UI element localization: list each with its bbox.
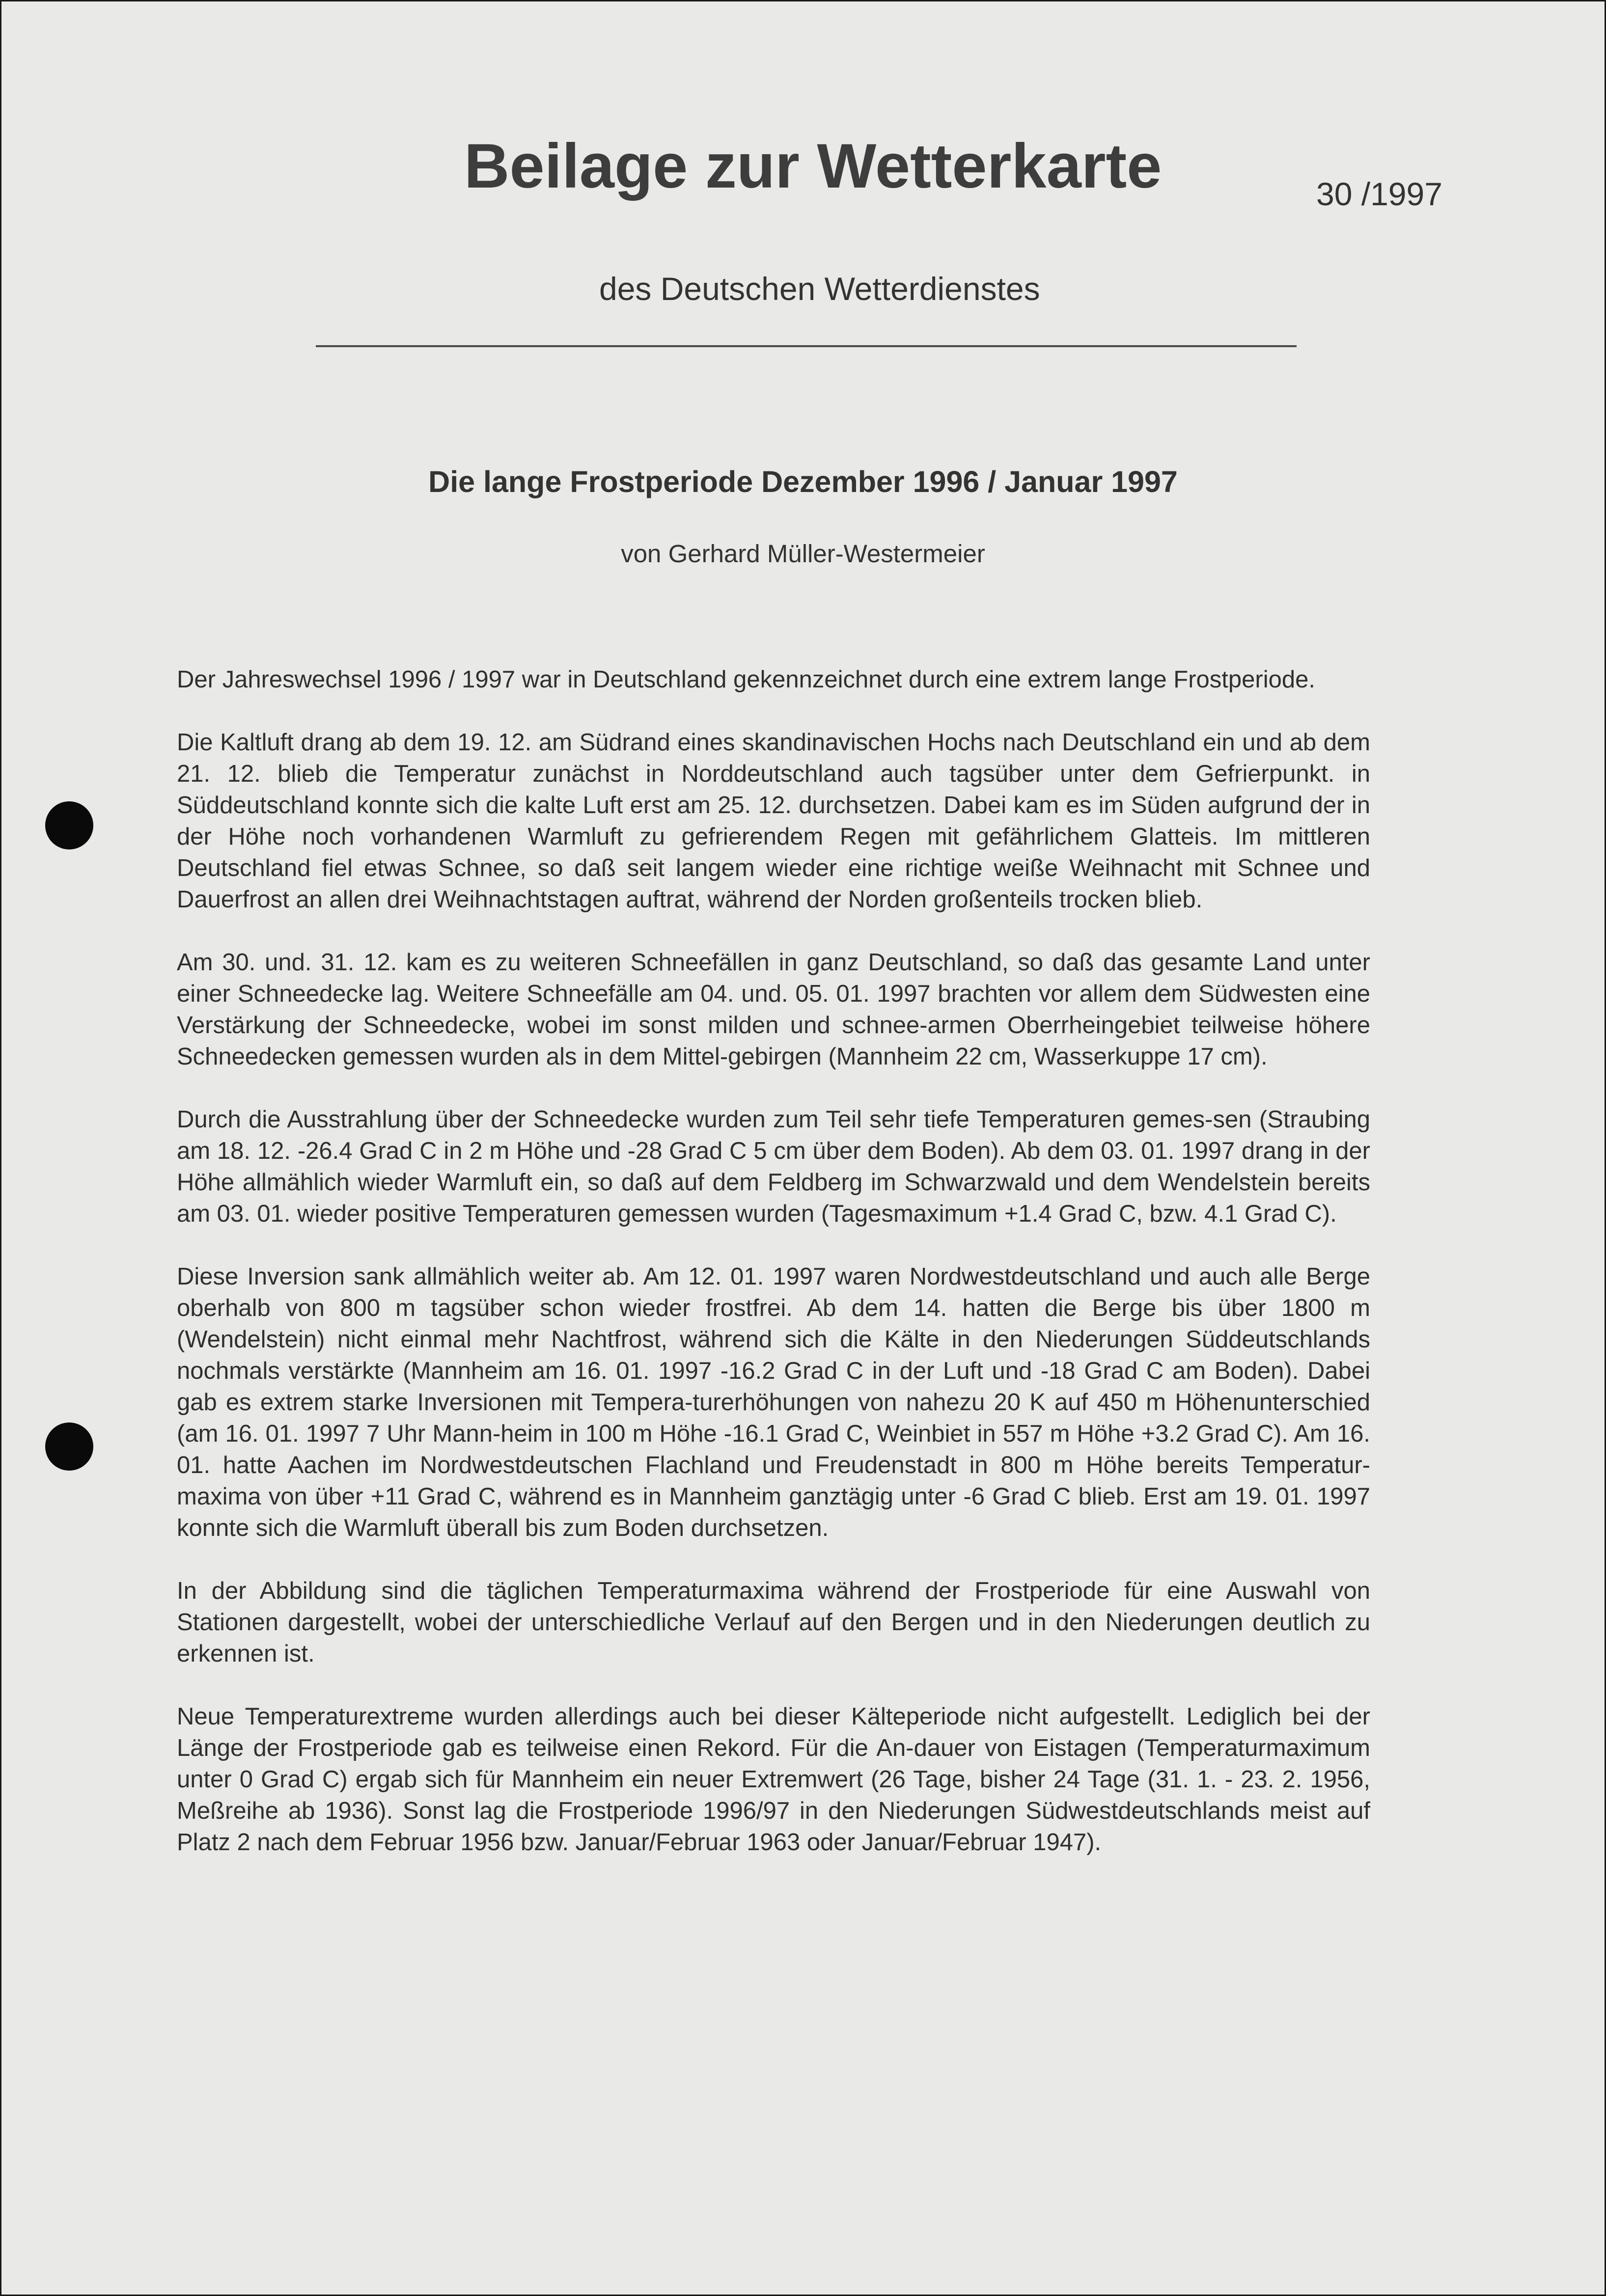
masthead-divider: [316, 345, 1297, 347]
paragraph: Am 30. und. 31. 12. kam es zu weiteren Schneefällen in ganz Deutschland, so daß das gesamte Land unter einer Schneedecke lag. Weitere Schneefälle am 04. und. 05. 01. 1997 brachten vor allem dem Südwesten eine Verstärkung der Schneedecke, wobei im sonst milden und schnee-armen Oberrheingebiet teilweise höhere Schneedecken gemessen wurden als in dem Mittel-gebirgen (Mannheim 22 cm, Wasserkuppe 17 cm).: [177, 949, 1370, 1070]
masthead-title: Beilage zur Wetterkarte: [464, 131, 1162, 201]
punch-hole-top: [45, 801, 93, 849]
article-title: Die lange Frostperiode Dezember 1996 / Januar 1997: [428, 465, 1178, 498]
issue-number: 30 /1997: [1316, 176, 1442, 212]
paragraph: Der Jahreswechsel 1996 / 1997 war in Deutschland gekennzeichnet durch eine extrem lange Frostperiode.: [177, 666, 1315, 693]
article-byline: von Gerhard Müller-Westermeier: [621, 540, 985, 568]
paragraph: Die Kaltluft drang ab dem 19. 12. am Südrand eines skandinavischen Hochs nach Deutschland ein und ab dem 21. 12. blieb die Temperatur zunächst in Norddeutschland auch tagsüber unter dem Gefrierpunkt. in Süddeutschland konnte sich die kalte Luft erst am 25. 12. durchsetzen. Dabei kam es im Süden aufgrund der in der Höhe noch vorhandenen Warmluft zu gefrierendem Regen mit gefährlichem Glatteis. Im mittleren Deutschland fiel etwas Schnee, so daß seit langem wieder eine richtige weiße Weihnacht mit Schnee und Dauerfrost an allen drei Weihnachtstagen auftrat, während der Norden großenteils trocken blieb.: [177, 729, 1370, 913]
paragraph: Durch die Ausstrahlung über der Schneedecke wurden zum Teil sehr tiefe Temperaturen gemes-sen (Straubing am 18. 12. -26.4 Grad C in 2 m Höhe und -28 Grad C 5 cm über dem Boden). Ab dem 03. 01. 1997 drang in der Höhe allmählich wieder Warmluft ein, so daß auf dem Feldberg im Schwarzwald und dem Wendelstein bereits am 03. 01. wieder positive Temperaturen gemessen wurden (Tagesmaximum +1.4 Grad C, bzw. 4.1 Grad C).: [177, 1106, 1370, 1227]
punch-hole-bottom: [45, 1422, 93, 1471]
paragraph: Neue Temperaturextreme wurden allerdings auch bei dieser Kälteperiode nicht aufgestellt. Lediglich bei der Länge der Frostperiode gab es teilweise einen Rekord. Für die An-dauer von Eistagen (Temperaturmaximum unter 0 Grad C) ergab sich für Mannheim ein neuer Extremwert (26 Tage, bisher 24 Tage (31. 1. - 23. 2. 1956, Meßreihe ab 1936). Sonst lag die Frostperiode 1996/97 in den Niederungen Südwestdeutschlands meist auf Platz 2 nach dem Februar 1956 bzw. Januar/Februar 1963 oder Januar/Februar 1947).: [177, 1703, 1370, 1856]
masthead-subtitle: des Deutschen Wetterdienstes: [599, 271, 1040, 307]
article-body: [177, 664, 1370, 1889]
paragraph: In der Abbildung sind die täglichen Temperaturmaxima während der Frostperiode für eine Auswahl von Stationen dargestellt, wobei der unterschiedliche Verlauf auf den Bergen und in den Niederungen deutlich zu erkennen ist.: [177, 1578, 1370, 1667]
paragraph: Diese Inversion sank allmählich weiter ab. Am 12. 01. 1997 waren Nordwestdeutschland und auch alle Berge oberhalb von 800 m tagsüber schon wieder frostfrei. Ab dem 14. hatten die Berge bis über 1800 m (Wendelstein) nicht einmal mehr Nachtfrost, während sich die Kälte in den Niederungen Süddeutschlands nochmals verstärkte (Mannheim am 16. 01. 1997 -16.2 Grad C in der Luft und -18 Grad C am Boden). Dabei gab es extrem starke Inversionen mit Tempera-turerhöhungen von nahezu 20 K auf 450 m Höhenunterschied (am 16. 01. 1997 7 Uhr Mann-heim in 100 m Höhe -16.1 Grad C, Weinbiet in 557 m Höhe +3.2 Grad C). Am 16. 01. hatte Aachen im Nordwestdeutschen Flachland und Freudenstadt in 800 m Höhe bereits Temperatur-maxima von über +11 Grad C, während es in Mannheim ganztägig unter -6 Grad C blieb. Erst am 19. 01. 1997 konnte sich die Warmluft überall bis zum Boden durchsetzen.: [177, 1263, 1370, 1541]
